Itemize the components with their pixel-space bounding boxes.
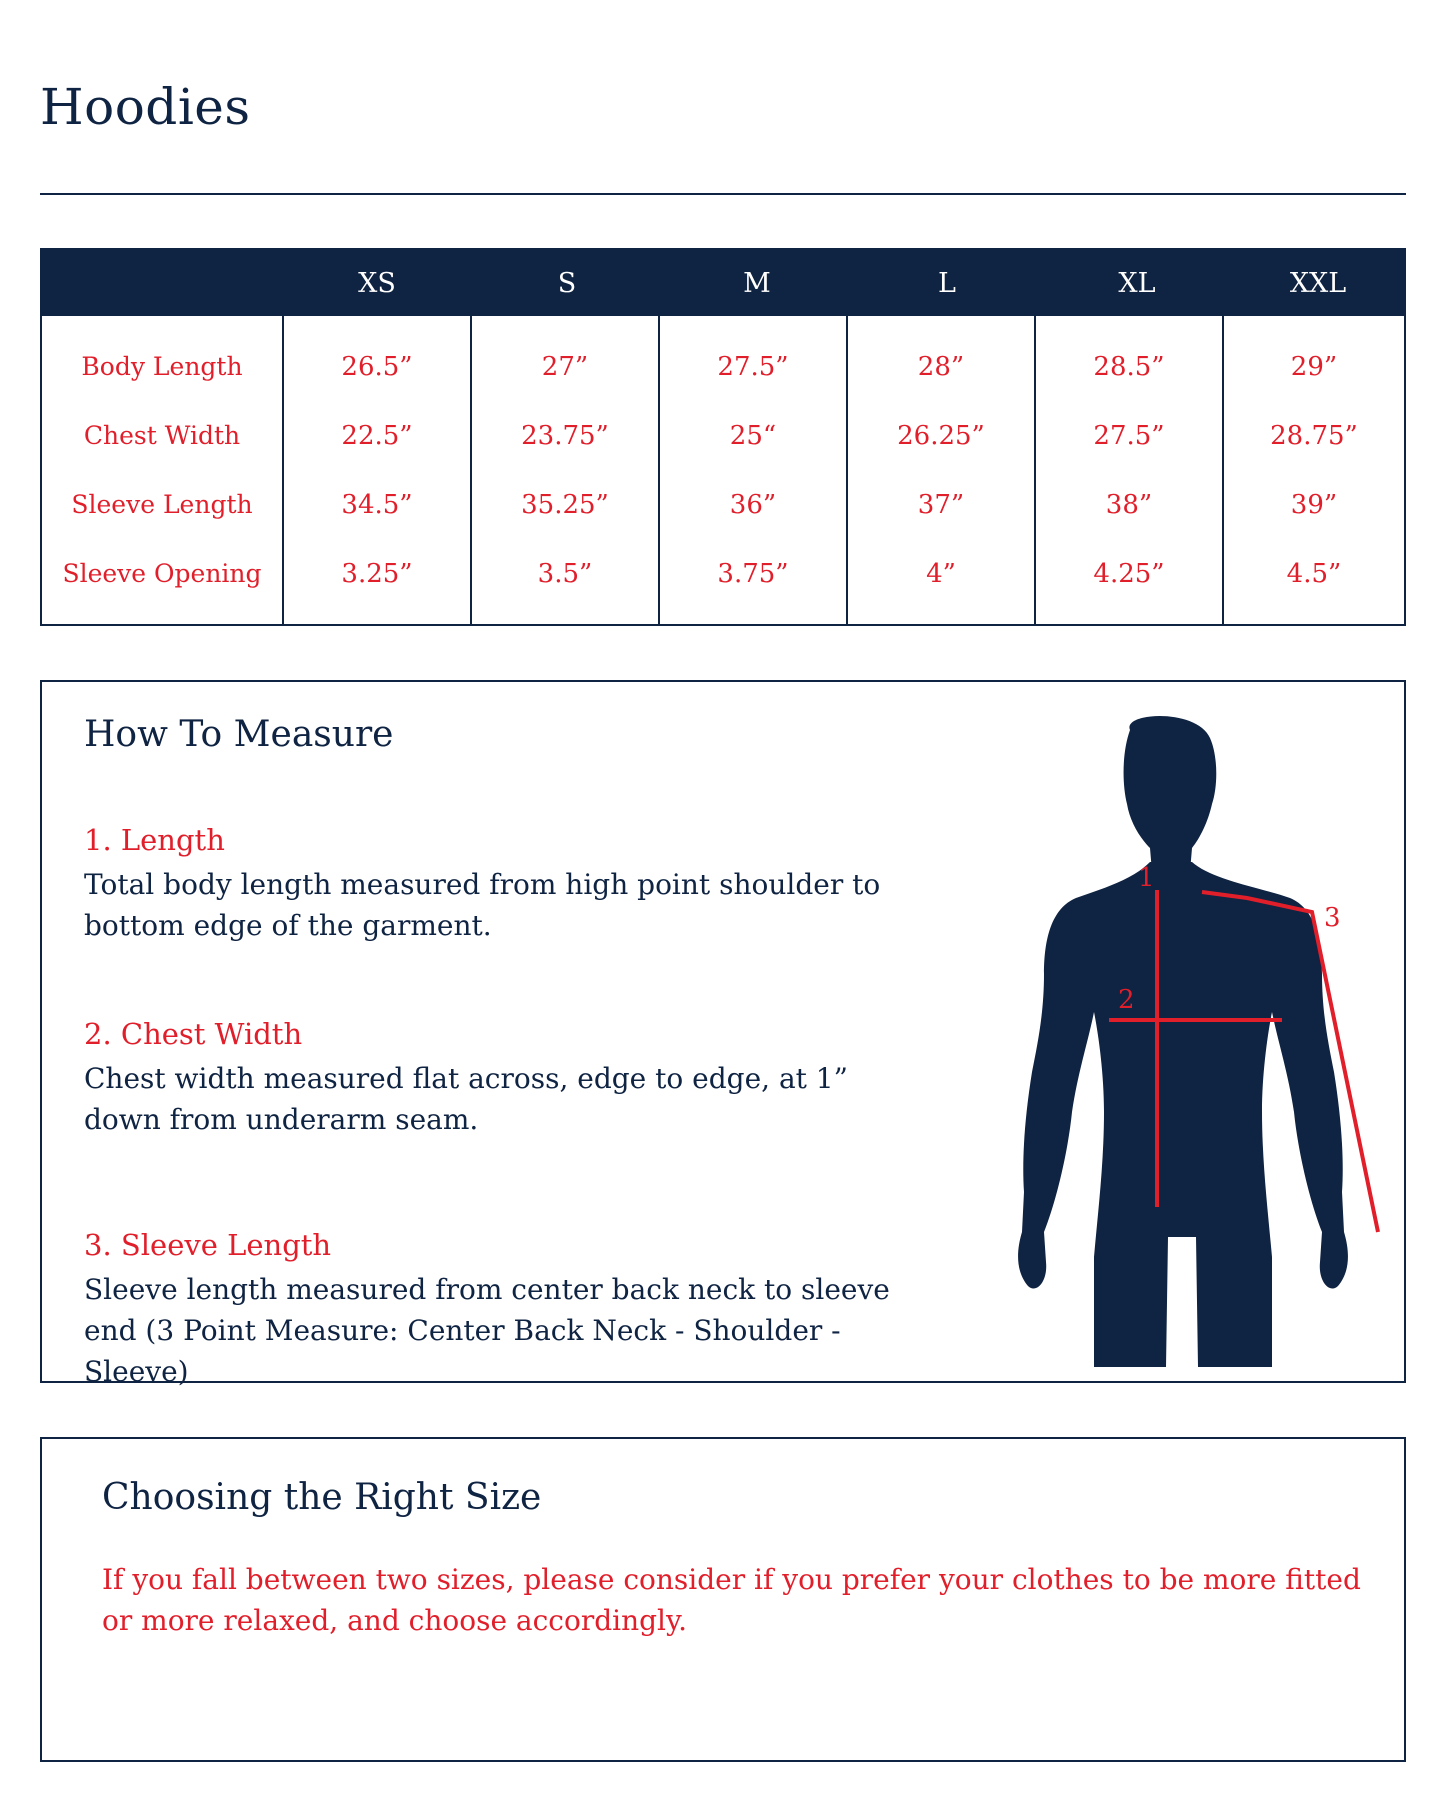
label-1: 1 — [1138, 863, 1155, 893]
measure-step-sleeve-length — [84, 1225, 904, 1392]
row-label-sleeve-length: Sleeve Length — [71, 489, 253, 519]
step-title: 2. Chest Width — [84, 1017, 303, 1051]
table-cell: 3.25” — [341, 558, 413, 589]
row-label-body-length: Body Length — [81, 351, 243, 381]
table-cell: 27.5” — [717, 351, 789, 382]
step-title: 3. Sleeve Length — [84, 1228, 332, 1262]
size-column-s — [470, 316, 658, 624]
measurement-labels-column — [42, 316, 282, 624]
row-label-chest-width: Chest Width — [83, 420, 241, 450]
table-cell: 26.25” — [897, 420, 985, 451]
header-corner — [42, 250, 282, 316]
row-label-sleeve-opening: Sleeve Opening — [62, 558, 262, 588]
measure-step-length — [84, 820, 904, 946]
size-header-s: S — [557, 267, 577, 299]
table-cell: 4.25” — [1093, 558, 1165, 589]
table-cell: 3.5” — [537, 558, 593, 589]
table-cell: 29” — [1290, 351, 1338, 382]
table-cell: 26.5” — [341, 351, 413, 382]
table-cell: 36” — [729, 489, 777, 520]
how-to-measure-title: How To Measure — [84, 714, 394, 755]
table-cell: 3.75” — [717, 558, 789, 589]
step-title: 1. Length — [84, 823, 225, 857]
size-column-m — [658, 316, 846, 624]
size-chart-table — [40, 248, 1406, 626]
step-text: Chest width measured flat across, edge to edge, at 1” down from underarm seam. — [84, 1062, 848, 1136]
torso-silhouette-icon — [972, 712, 1392, 1367]
table-cell: 39” — [1290, 489, 1338, 520]
table-cell: 28.5” — [1093, 351, 1165, 382]
table-cell: 37” — [917, 489, 965, 520]
label-3: 3 — [1324, 903, 1341, 933]
table-cell: 4.5” — [1286, 558, 1342, 589]
size-header-row — [42, 250, 1404, 316]
table-cell: 38” — [1105, 489, 1153, 520]
page-title: Hoodies — [40, 78, 251, 136]
size-column-xs — [282, 316, 470, 624]
table-cell: 25“ — [729, 420, 777, 451]
size-header-xs: XS — [358, 267, 396, 299]
table-cell: 27.5” — [1093, 420, 1165, 451]
size-column-xxl — [1222, 316, 1404, 624]
size-header-xl: XL — [1118, 267, 1156, 299]
table-cell: 23.75” — [521, 420, 609, 451]
label-2: 2 — [1118, 985, 1135, 1015]
choosing-size-panel — [40, 1437, 1406, 1762]
step-text: Total body length measured from high point shoulder to bottom edge of the garment. — [84, 868, 881, 942]
choosing-size-text: If you fall between two sizes, please consider if you prefer your clothes to be more fitted or more relaxed, and choose accordingly. — [102, 1563, 1361, 1637]
table-cell: 28” — [917, 351, 965, 382]
table-cell: 35.25” — [521, 489, 609, 520]
size-header-l: L — [938, 267, 956, 299]
table-cell: 34.5” — [341, 489, 413, 520]
silhouette-body — [1018, 716, 1348, 1367]
size-body — [42, 316, 1404, 624]
measure-step-chest-width — [84, 1014, 904, 1140]
size-header-m: M — [743, 267, 771, 299]
table-cell: 22.5” — [341, 420, 413, 451]
size-column-xl — [1034, 316, 1222, 624]
table-cell: 4” — [926, 558, 956, 589]
table-cell: 28.75” — [1270, 420, 1358, 451]
choosing-size-title: Choosing the Right Size — [102, 1477, 542, 1518]
how-to-measure-panel — [40, 680, 1406, 1388]
step-text: Sleeve length measured from center back neck to sleeve end (3 Point Measure: Center Back Neck - Shoulder - Sleeve) — [84, 1273, 890, 1388]
size-header-xxl: XXL — [1289, 267, 1347, 299]
table-cell: 27” — [541, 351, 589, 382]
title-divider — [40, 193, 1406, 195]
size-column-l — [846, 316, 1034, 624]
